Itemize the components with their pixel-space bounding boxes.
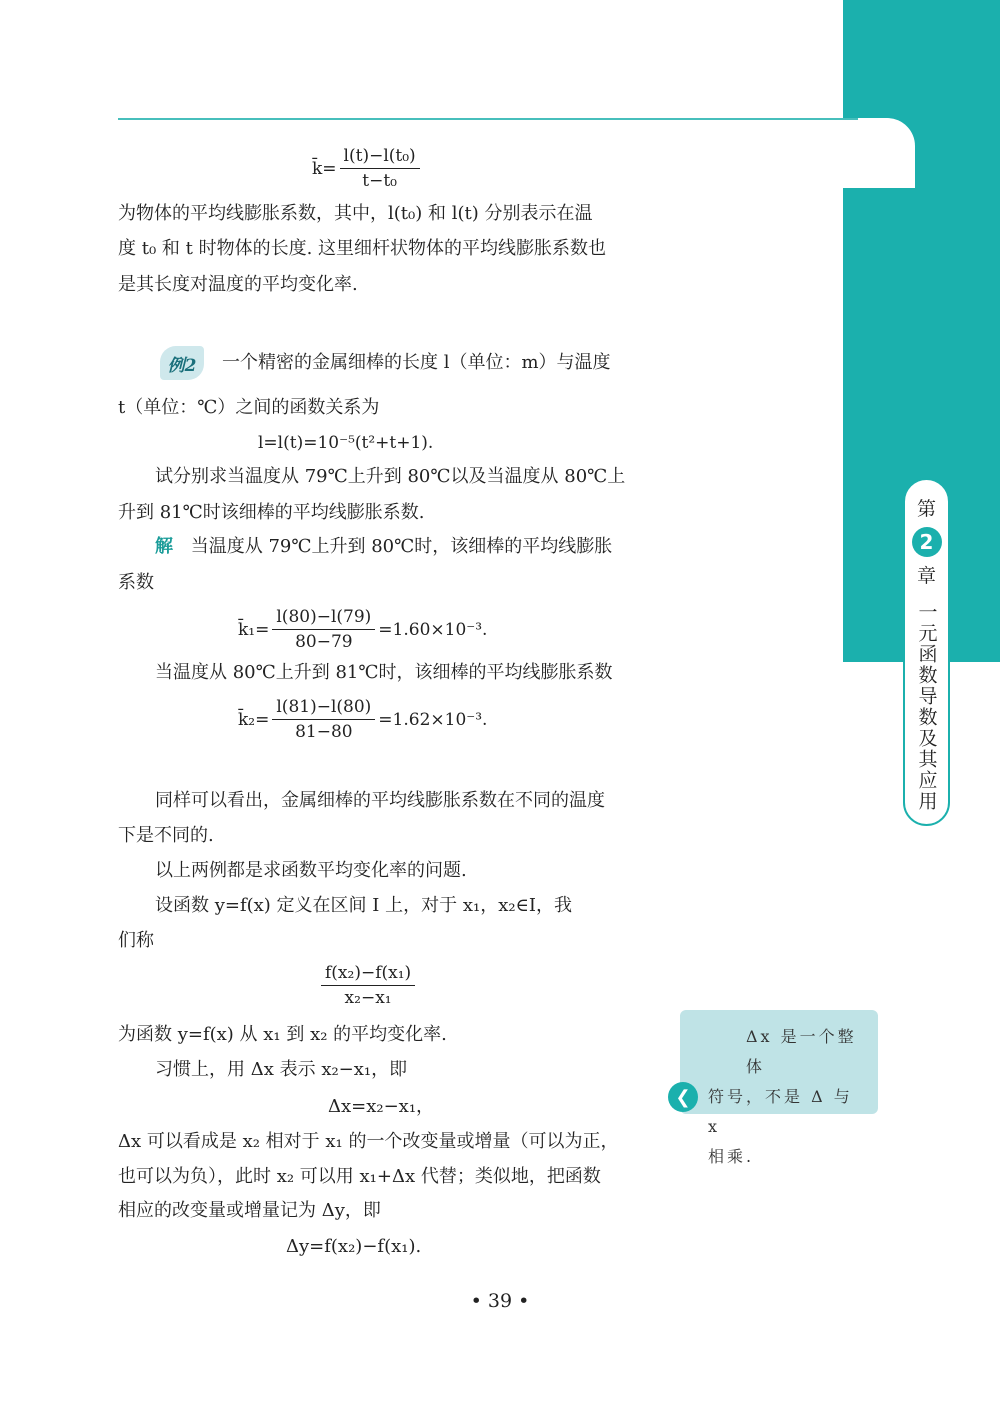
arrow-left-icon: ❮ — [668, 1082, 698, 1112]
chapter-prefix: 第 — [916, 498, 936, 520]
page-corner — [840, 118, 915, 188]
chapter-title: 一元函数导数及其应用 — [915, 602, 938, 812]
margin-note — [680, 1010, 878, 1166]
k1-lhs: k̄₁= — [238, 619, 270, 640]
example-formula: l=l(t)=10⁻⁵(t²+t+1). — [258, 433, 434, 453]
paragraph-line: 们称 — [118, 930, 154, 951]
page-number: • 39 • — [470, 1290, 530, 1312]
paragraph-line: 度 t₀ 和 t 时物体的长度. 这里细杆状物体的平均线膨胀系数也 — [118, 238, 607, 259]
paragraph-line: 是其长度对温度的平均变化率. — [118, 274, 358, 295]
header-rule — [118, 118, 858, 120]
k2-numerator: l(81)−l(80) — [272, 697, 375, 720]
avg-denominator: x₂−x₁ — [344, 988, 392, 1008]
paragraph-line: 设函数 y=f(x) 定义在区间 I 上，对于 x₁，x₂∈I，我 — [155, 895, 572, 916]
paragraph-line: 同样可以看出，金属细棒的平均线膨胀系数在不同的温度 — [155, 790, 605, 811]
avg-numerator: f(x₂)−f(x₁) — [321, 963, 415, 986]
paragraph-line: Δx 可以看成是 x₂ 相对于 x₁ 的一个改变量或增量（可以为正， — [118, 1131, 619, 1152]
formula-delta-y: Δy=f(x₂)−f(x₁). — [286, 1236, 422, 1257]
formula-denominator: t−t₀ — [362, 171, 397, 191]
formula-k-bar — [312, 146, 423, 191]
paragraph-line: 下是不同的. — [118, 825, 214, 846]
solution-label: 解 — [155, 536, 173, 557]
formula-average-rate — [318, 963, 418, 1008]
example-line: 试分别求当温度从 79℃上升到 80℃以及当温度从 80℃上 — [155, 466, 626, 487]
solution-line: 系数 — [118, 572, 154, 593]
example-badge: 例2 — [160, 346, 204, 380]
paragraph-line: 也可以为负），此时 x₂ 可以用 x₁+Δx 代替；类似地，把函数 — [118, 1166, 601, 1187]
paragraph-line: 以上两例都是求函数平均变化率的问题. — [155, 860, 467, 881]
k1-denominator: 80−79 — [295, 632, 353, 652]
chapter-number: 2 — [912, 527, 942, 557]
paragraph-line: 相应的改变量或增量记为 Δy，即 — [118, 1200, 381, 1221]
chapter-suffix: 章 — [916, 565, 936, 587]
k1-rhs: =1.60×10⁻³. — [378, 619, 488, 640]
formula-k1 — [238, 607, 487, 652]
k1-numerator: l(80)−l(79) — [272, 607, 375, 630]
paragraph-line: 为函数 y=f(x) 从 x₁ 到 x₂ 的平均变化率. — [118, 1024, 447, 1045]
example-line: 升到 81℃时该细棒的平均线膨胀系数. — [118, 502, 425, 523]
paragraph-line: 习惯上，用 Δx 表示 x₂−x₁，即 — [155, 1059, 408, 1080]
note-line: 符号，不是 Δ 与 x — [708, 1087, 853, 1136]
formula-lhs: k̄= — [312, 158, 337, 179]
example-line: t（单位：℃）之间的函数关系为 — [118, 397, 380, 418]
solution-line: 当温度从 79℃上升到 80℃时，该细棒的平均线膨胀 — [190, 536, 613, 557]
formula-numerator: l(t)−l(t₀) — [340, 146, 420, 169]
paragraph-line: 为物体的平均线膨胀系数，其中，l(t₀) 和 l(t) 分别表示在温 — [118, 203, 593, 224]
formula-delta-x: Δx=x₂−x₁， — [328, 1096, 435, 1117]
note-line: 相乘. — [708, 1147, 755, 1166]
example-line: 一个精密的金属细棒的长度 l（单位：m）与温度 — [222, 352, 611, 373]
note-line: Δx 是一个整体 — [746, 1027, 857, 1076]
formula-k2 — [238, 697, 487, 742]
chapter-tab — [903, 478, 950, 826]
k2-rhs: =1.62×10⁻³. — [378, 709, 488, 730]
k2-lhs: k̄₂= — [238, 709, 270, 730]
solution-line: 当温度从 80℃上升到 81℃时，该细棒的平均线膨胀系数 — [155, 662, 613, 683]
k2-denominator: 81−80 — [295, 722, 353, 742]
